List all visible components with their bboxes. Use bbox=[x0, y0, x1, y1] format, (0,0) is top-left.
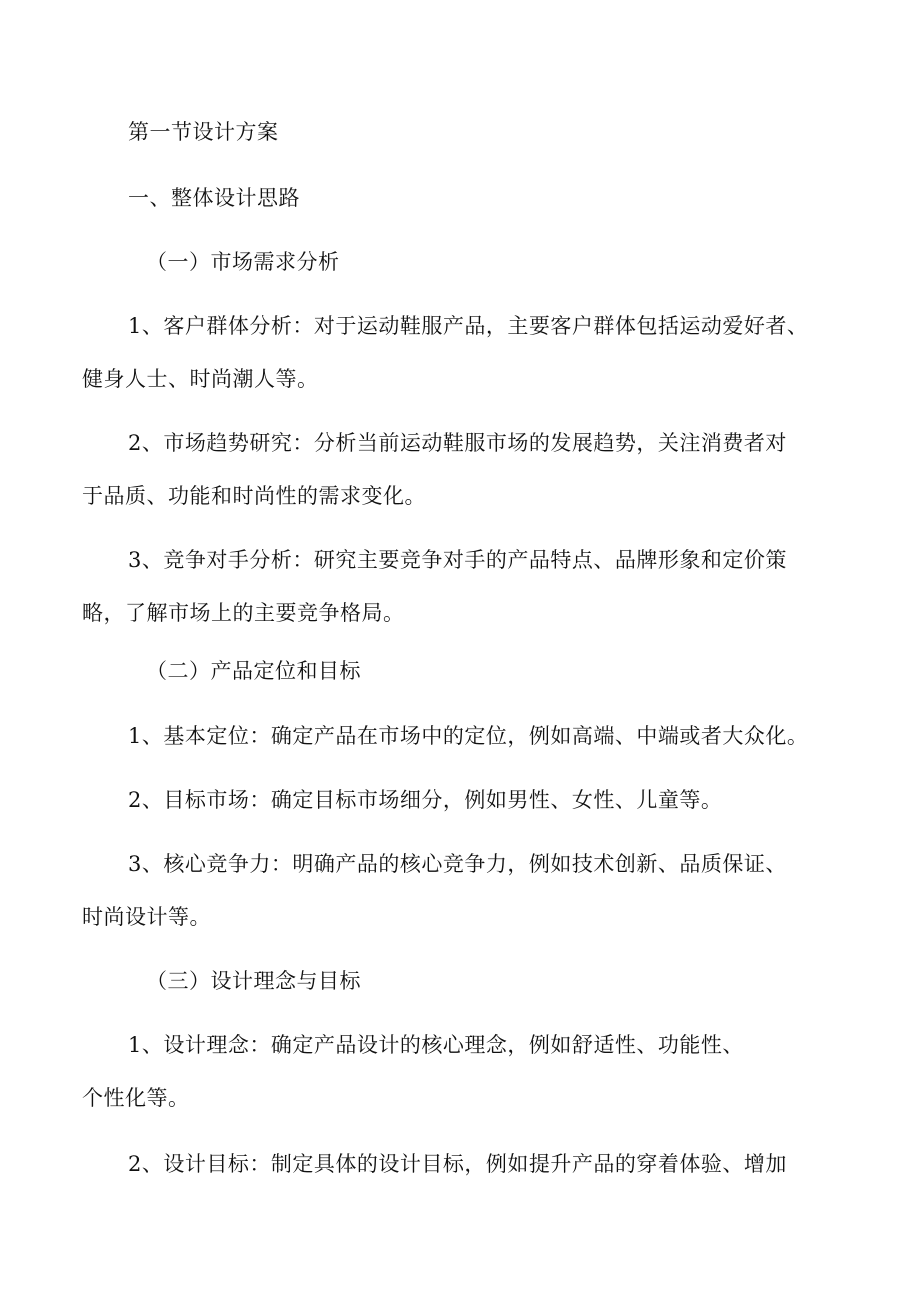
subheading-design-concept: （三）设计理念与目标 bbox=[146, 969, 361, 993]
subheading-market-demand: （一）市场需求分析 bbox=[146, 250, 340, 274]
section-title: 第一节设计方案 bbox=[128, 120, 279, 144]
paragraph-5: 2、目标市场：确定目标市场细分，例如男性、女性、儿童等。 bbox=[128, 788, 723, 812]
paragraph-1-line-1: 1、客户群体分析：对于运动鞋服产品，主要客户群体包括运动爱好者、 bbox=[128, 314, 809, 338]
paragraph-8-line-1: 2、设计目标：制定具体的设计目标，例如提升产品的穿着体验、增加 bbox=[128, 1152, 787, 1176]
paragraph-6-line-2: 时尚设计等。 bbox=[82, 905, 211, 929]
subheading-positioning: （二）产品定位和目标 bbox=[146, 659, 361, 683]
paragraph-1-line-2: 健身人士、时尚潮人等。 bbox=[82, 367, 319, 391]
paragraph-3-line-2: 略，了解市场上的主要竞争格局。 bbox=[82, 601, 405, 625]
paragraph-2-line-2: 于品质、功能和时尚性的需求变化。 bbox=[82, 484, 426, 508]
paragraph-6-line-1: 3、核心竞争力：明确产品的核心竞争力，例如技术创新、品质保证、 bbox=[128, 852, 787, 876]
paragraph-3-line-1: 3、竞争对手分析：研究主要竞争对手的产品特点、品牌形象和定价策 bbox=[128, 548, 787, 572]
paragraph-7-line-1: 1、设计理念：确定产品设计的核心理念，例如舒适性、功能性、 bbox=[128, 1033, 744, 1057]
heading-overall-design: 一、整体设计思路 bbox=[128, 186, 300, 210]
paragraph-2-line-1: 2、市场趋势研究：分析当前运动鞋服市场的发展趋势，关注消费者对 bbox=[128, 431, 787, 455]
paragraph-4: 1、基本定位：确定产品在市场中的定位，例如高端、中端或者大众化。 bbox=[128, 724, 809, 748]
paragraph-7-line-2: 个性化等。 bbox=[82, 1086, 190, 1110]
